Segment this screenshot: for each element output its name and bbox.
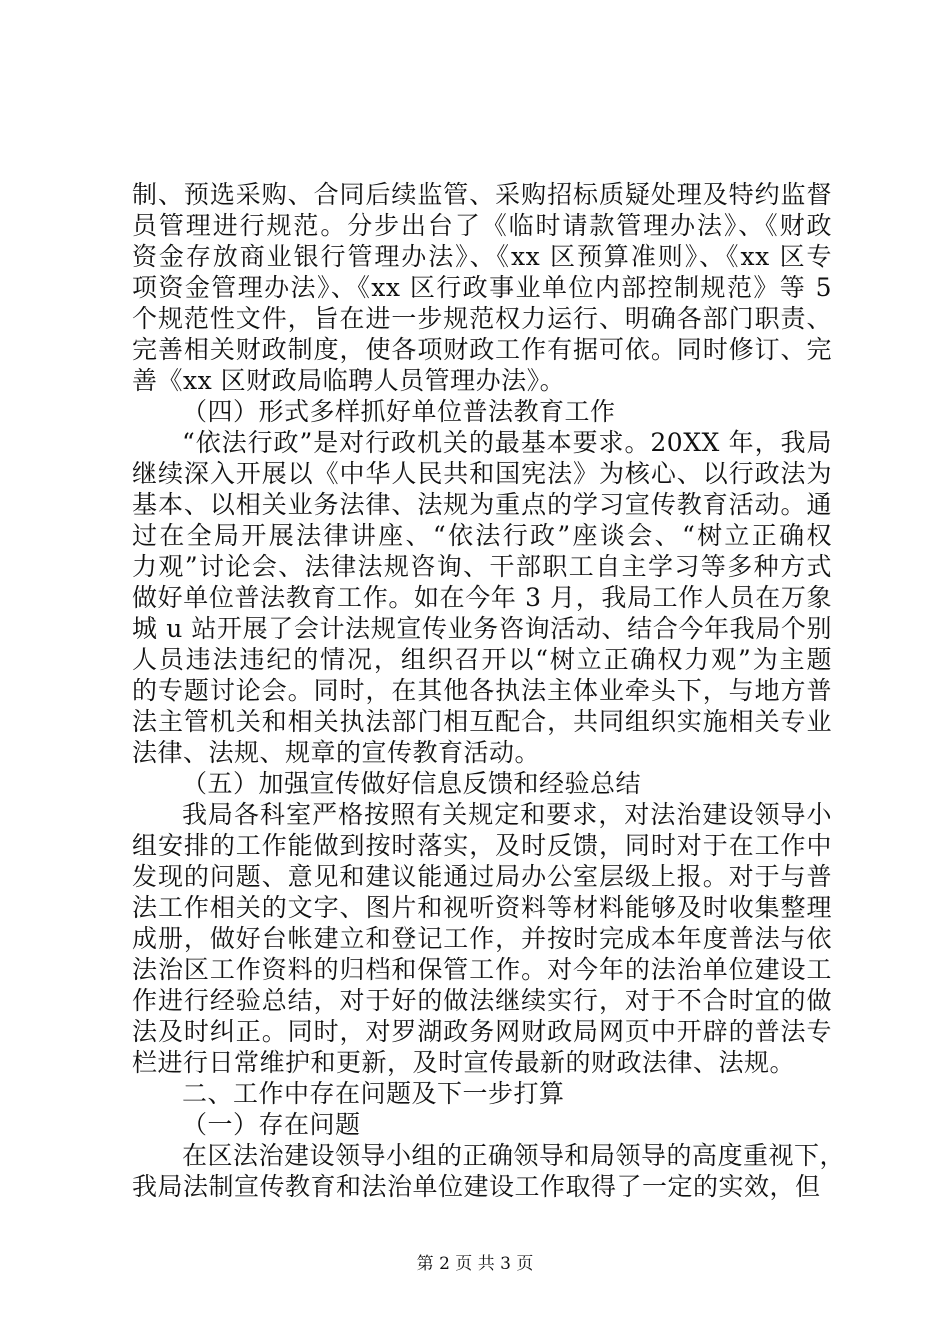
- paragraph-first-line: 我局各科室严格按照有关规定和要求，对法治建设领导小: [182, 800, 832, 829]
- body-text-line: 人员违法违纪的情况，组织召开以“树立正确权力观”为主题: [132, 645, 832, 674]
- body-text-line: 项资金管理办法》、《xx 区行政事业单位内部控制规范》等 5: [132, 273, 832, 302]
- body-text-line: 栏进行日常维护和更新，及时宣传最新的财政法律、法规。: [132, 1048, 796, 1077]
- body-text-line: 组安排的工作能做到按时落实，及时反馈，同时对于在工作中: [132, 831, 832, 860]
- body-text-line: 作进行经验总结，对于好的做法继续实行，对于不合时宜的做: [132, 986, 832, 1015]
- body-text-line: 的专题讨论会。同时，在其他各执法主体业牵头下，与地方普: [132, 676, 832, 705]
- body-text-line: 善《xx 区财政局临聘人员管理办法》。: [132, 366, 566, 395]
- body-text-line: 成册，做好台帐建立和登记工作，并按时完成本年度普法与依: [132, 924, 832, 953]
- section-heading: （五）加强宣传做好信息反馈和经验总结: [182, 769, 642, 798]
- body-text-line: 完善相关财政制度，使各项财政工作有据可依。同时修订、完: [132, 335, 832, 364]
- body-text-line: 我局法制宣传教育和法治单位建设工作取得了一定的实效，但: [132, 1172, 821, 1201]
- body-text-line: 发现的问题、意见和建议能通过局办公室层级上报。对于与普: [132, 862, 832, 891]
- section-heading: 二、工作中存在问题及下一步打算: [182, 1079, 565, 1108]
- body-text-line: 继续深入开展以《中华人民共和国宪法》为核心、以行政法为: [132, 459, 832, 488]
- paragraph-first-line: “依法行政”是对行政机关的最基本要求。20XX 年，我局: [182, 428, 832, 457]
- body-text-line: 制、预选采购、合同后续监管、采购招标质疑处理及特约监督: [132, 180, 832, 209]
- paragraph-first-line: 在区法治建设领导小组的正确领导和局领导的高度重视下，: [182, 1141, 846, 1170]
- body-text-line: 城 u 站开展了会计法规宣传业务咨询活动、结合今年我局个别: [132, 614, 832, 643]
- body-text-line: 员管理进行规范。分步出台了《临时请款管理办法》、《财政: [132, 211, 832, 240]
- body-text-line: 过在全局开展法律讲座、“依法行政”座谈会、“树立正确权: [132, 521, 832, 550]
- section-heading: （四）形式多样抓好单位普法教育工作: [182, 397, 616, 426]
- body-text-line: 个规范性文件，旨在进一步规范权力运行、明确各部门职责、: [132, 304, 832, 333]
- body-text-line: 资金存放商业银行管理办法》、《xx 区预算准则》、《xx 区专: [132, 242, 832, 271]
- page-footer: 第 2 页 共 3 页: [416, 1254, 534, 1274]
- body-text-line: 法主管机关和相关执法部门相互配合，共同组织实施相关专业: [132, 707, 832, 736]
- body-text-line: 法治区工作资料的归档和保管工作。对今年的法治单位建设工: [132, 955, 832, 984]
- body-text-line: 法工作相关的文字、图片和视听资料等材料能够及时收集整理: [132, 893, 832, 922]
- body-text-line: 做好单位普法教育工作。如在今年 3 月，我局工作人员在万象: [132, 583, 832, 612]
- body-text-line: 基本、以相关业务法律、法规为重点的学习宣传教育活动。通: [132, 490, 832, 519]
- body-text-line: 法律、法规、规章的宣传教育活动。: [132, 738, 541, 767]
- body-text-line: 力观”讨论会、法律法规咨询、干部职工自主学习等多种方式: [132, 552, 832, 581]
- subsection-heading: （一）存在问题: [182, 1110, 361, 1139]
- body-text-line: 法及时纠正。同时，对罗湖政务网财政局网页中开辟的普法专: [132, 1017, 832, 1046]
